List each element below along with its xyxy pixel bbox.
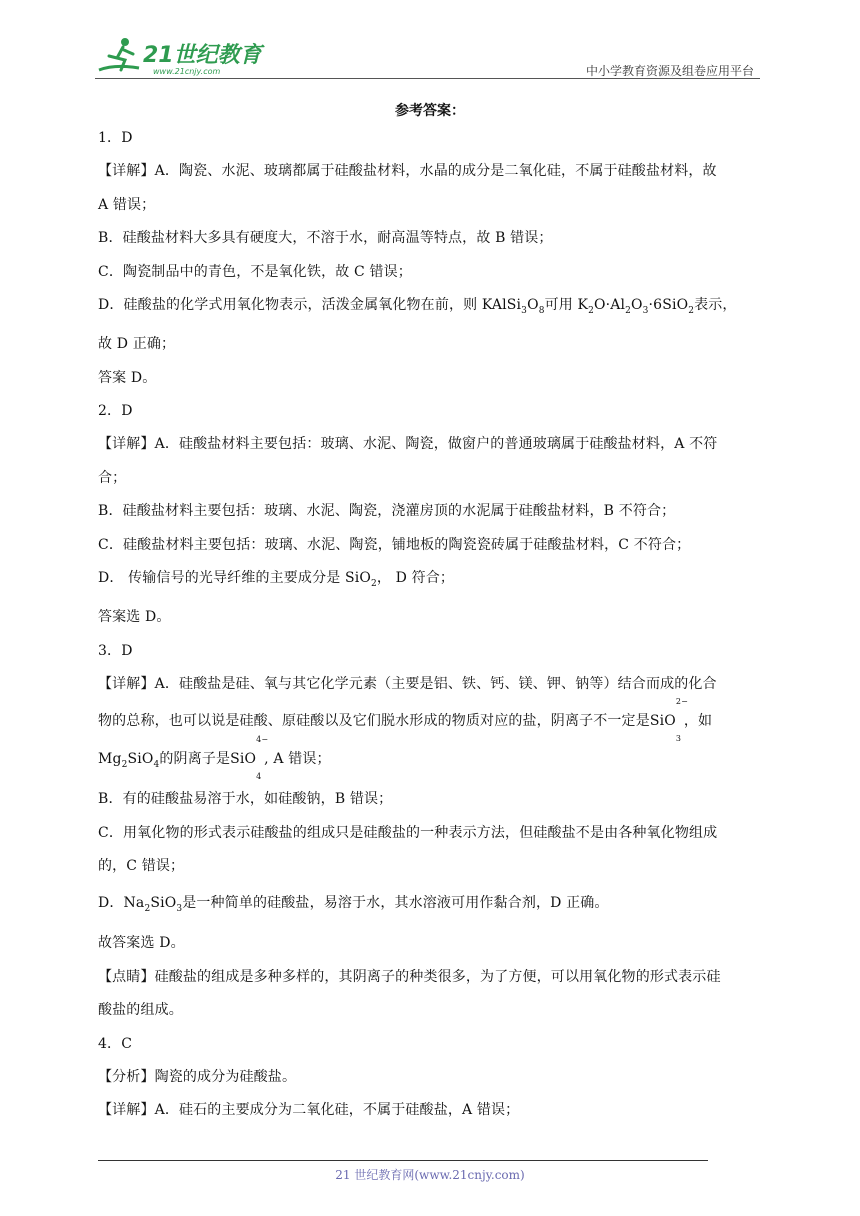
answer-1-line: 故 D 正确；	[98, 336, 176, 353]
answer-4-number: 4．C	[98, 1035, 133, 1052]
answer-1-number: 1．D	[98, 130, 133, 146]
logo-text: 21世纪教育	[143, 43, 262, 68]
answer-1-line: B．硅酸盐材料大多具有硬度大，不溶于水，耐高温等特点，故 B 错误；	[98, 230, 553, 247]
answer-1-line: 答案 D。	[98, 369, 157, 386]
answer-2-line: B．硅酸盐材料主要包括：玻璃、水泥、陶瓷，浇灌房顶的水泥属于硅酸盐材料，B 不符合；	[98, 503, 676, 520]
answer-3-line: B．有的硅酸盐易溶于水，如硅酸钠，B 错误；	[98, 791, 393, 808]
answer-1-line: C．陶瓷制品中的青色，不是氧化铁，故 C 错误；	[98, 263, 412, 280]
answer-2-line: 合；	[98, 469, 127, 486]
page-header	[95, 30, 760, 80]
answer-3-line: $Mg_2SiO_4$的阴离子是SiO 4− 4 , A 错误；	[98, 734, 331, 781]
answer-3-number: 3．D	[98, 642, 133, 659]
header-divider	[95, 78, 760, 79]
footer-divider	[98, 1160, 708, 1161]
answer-3-line: 故答案选 D。	[98, 935, 185, 952]
answer-4-line: 【分析】陶瓷的成分为硅酸盐。	[98, 1068, 297, 1085]
page-title: 参考答案：	[395, 103, 465, 119]
page-footer: 21 世纪教育网(www.21cnjy.com)	[335, 1168, 525, 1182]
answer-1-line: D．硅酸盐的化学式用氧化物表示，活泼金属氧化物在前，则 $KAlSi_3O_8$可用 $K_2O\cdot Al_2O_3\cdot 6SiO_2$表示，	[98, 297, 737, 316]
answer-2-line: C．硅酸盐材料主要包括：玻璃、水泥、陶瓷，铺地板的陶瓷瓷砖属于硅酸盐材料，C 不符合；	[98, 536, 691, 553]
answer-3-line: 物的总称，也可以说是硅酸、原硅酸以及它们脱水形成的物质对应的盐，阴离子不一定是SiO 2− 3 ，如	[98, 696, 713, 743]
answer-1-line: 【详解】A．陶瓷、水泥、玻璃都属于硅酸盐材料，水晶的成分是二氧化硅，不属于硅酸盐材料，故	[98, 163, 717, 180]
answer-1-line: A 错误；	[98, 196, 156, 213]
answer-2-line: D． 传输信号的光导纤维的主要成分是 SiO$_2$， D 符合；	[98, 570, 455, 589]
site-logo	[95, 34, 265, 78]
platform-name: 中小学教育资源及组卷应用平台	[585, 64, 754, 78]
answer-3-line: 酸盐的组成。	[98, 1002, 183, 1019]
answer-content	[98, 122, 763, 1128]
answer-3-line: C．用氧化物的形式表示硅酸盐的组成只是硅酸盐的一种表示方法，但硅酸盐不是由各种氧化物组成	[98, 824, 718, 841]
logo-url: www.21cnjy.com	[153, 67, 221, 76]
answer-2-line: 答案选 D。	[98, 609, 171, 626]
answer-4-line: 【详解】A．硅石的主要成分为二氧化硅，不属于硅酸盐，A 错误；	[98, 1102, 520, 1119]
answer-3-line: 【点睛】硅酸盐的组成是多种多样的，其阴离子的种类很多，为了方便，可以用氧化物的形式表示硅	[98, 968, 721, 985]
answer-3-line: 的，C 错误；	[98, 858, 185, 875]
answer-3-line: 【详解】A．硅酸盐是硅、氧与其它化学元素（主要是铝、铁、钙、镁、钾、钠等）结合而成的化合	[98, 676, 717, 693]
answer-3-line: D．$Na_2SiO_3$是一种简单的硅酸盐，易溶于水，其水溶液可用作黏合剂，D 正确。	[98, 894, 609, 914]
answer-2-number: 2．D	[98, 403, 133, 420]
answer-2-line: 【详解】A．硅酸盐材料主要包括：玻璃、水泥、陶瓷，做窗户的普通玻璃属于硅酸盐材料，A 不符	[98, 436, 718, 453]
